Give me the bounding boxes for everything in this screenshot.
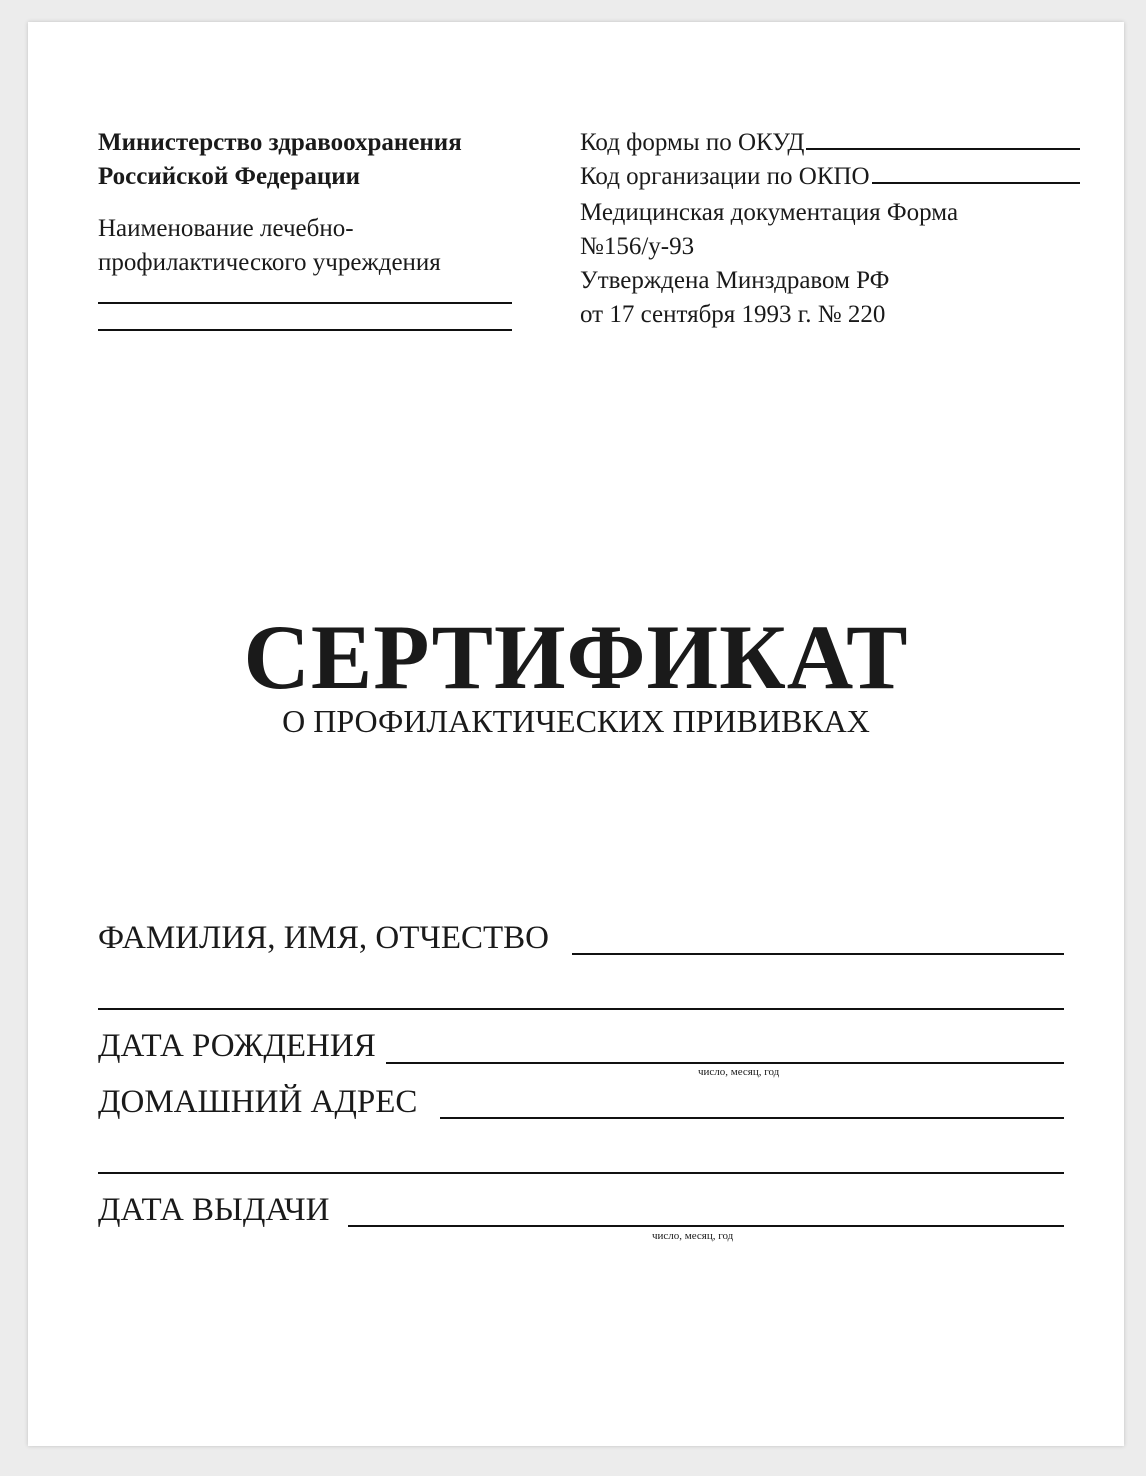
- okud-label: Код формы по ОКУД: [580, 129, 805, 156]
- institution-label: [98, 212, 518, 280]
- approved-line-1: Утверждена Минздравом РФ: [580, 267, 890, 294]
- form-codes: [580, 126, 1080, 332]
- ministry-line-2: Российской Федерации: [98, 163, 361, 190]
- ministry-line-1: Министерство здравоохранения: [98, 129, 462, 156]
- birth-date-field[interactable]: [386, 1062, 1064, 1064]
- approved-line-2: от 17 сентября 1993 г. № 220: [580, 301, 886, 328]
- certificate-subtitle: О ПРОФИЛАКТИЧЕСКИХ ПРИВИВКАХ: [282, 703, 870, 739]
- doc-line-1: Медицинская документация Форма: [580, 199, 959, 226]
- address-label: ДОМАШНИЙ АДРЕС: [98, 1084, 418, 1120]
- full-name-field[interactable]: [572, 953, 1064, 955]
- institution-name-line-2[interactable]: [98, 329, 512, 331]
- full-name-label: ФАМИЛИЯ, ИМЯ, ОТЧЕСТВО: [98, 920, 550, 956]
- certificate-page: [28, 22, 1124, 1446]
- issue-date-field[interactable]: [348, 1225, 1064, 1227]
- doc-line-2: №156/у-93: [580, 233, 695, 260]
- issue-date-hint: число, месяц, год: [652, 1230, 734, 1242]
- address-field-continuation[interactable]: [98, 1172, 1064, 1174]
- okpo-label: Код организации по ОКПО: [580, 163, 870, 190]
- address-field[interactable]: [440, 1117, 1064, 1119]
- institution-line-2: профилактического учреждения: [98, 249, 441, 276]
- issue-date-label: ДАТА ВЫДАЧИ: [98, 1192, 330, 1228]
- okpo-row: [580, 160, 1080, 194]
- ministry-name: [98, 126, 538, 194]
- institution-line-1: Наименование лечебно-: [98, 215, 354, 242]
- institution-name-line-1[interactable]: [98, 302, 512, 304]
- birth-date-hint: число, месяц, год: [698, 1066, 780, 1078]
- birth-date-label: ДАТА РОЖДЕНИЯ: [98, 1028, 376, 1064]
- certificate-title: СЕРТИФИКАТ: [243, 606, 909, 708]
- okpo-field[interactable]: [872, 160, 1080, 184]
- okud-row: [580, 126, 1080, 160]
- full-name-field-continuation[interactable]: [98, 1008, 1064, 1010]
- okud-field[interactable]: [806, 126, 1080, 150]
